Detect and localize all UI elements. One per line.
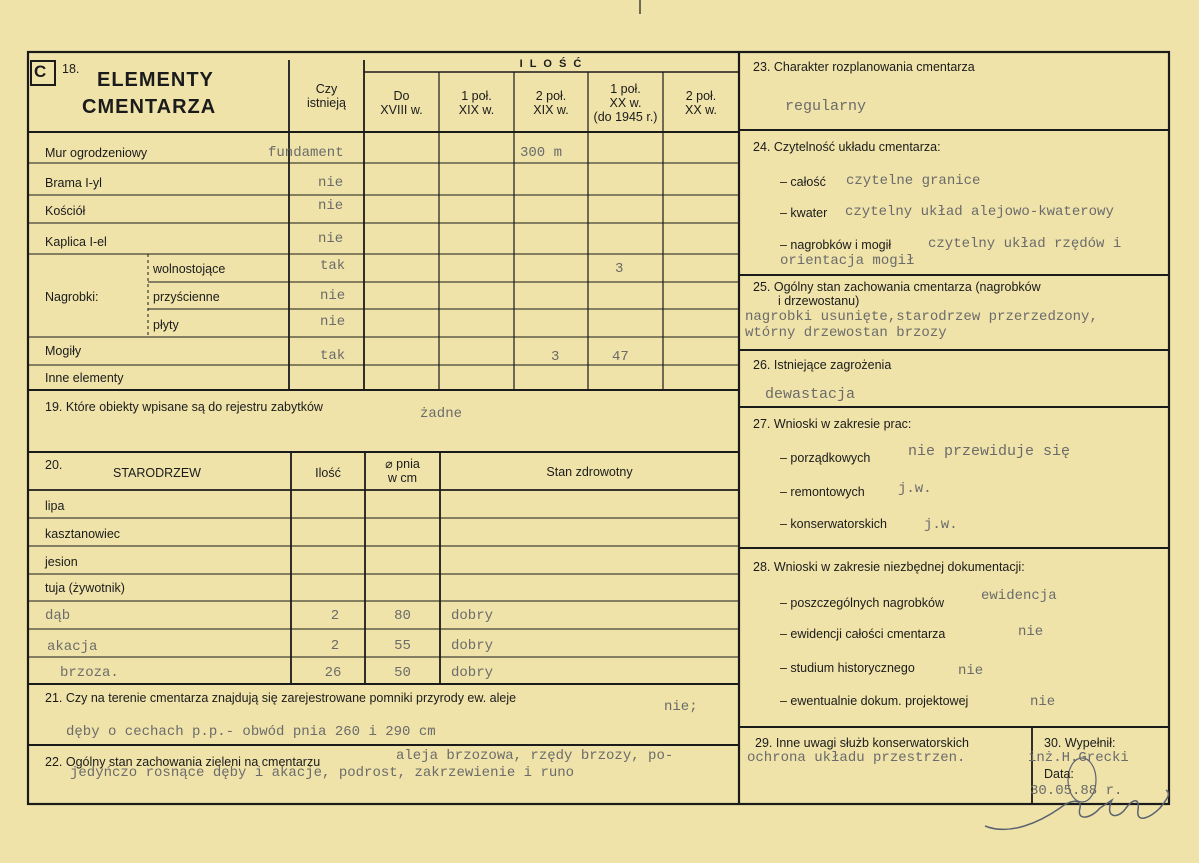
element-row-period-3: 3	[551, 349, 560, 365]
s20-diameter-header	[365, 457, 440, 485]
exists-header-line1: Czy	[315, 82, 338, 96]
s20-title: STARODRZEW	[113, 466, 201, 480]
section-18-title-line2: CMENTARZA	[82, 96, 217, 118]
element-row-label: przyścienne	[153, 290, 220, 304]
period-1-line1: Do	[393, 89, 410, 103]
s19-value: żadne	[420, 406, 463, 422]
s28-item-value: ewidencja	[981, 588, 1057, 604]
element-row-label: Brama I-yl	[45, 176, 102, 190]
element-row-label: Kościół	[45, 204, 86, 218]
period-2-line2: XIX w.	[458, 103, 495, 117]
s20-state-header: Stan zdrowotny	[546, 465, 633, 479]
section-18-title-line1: ELEMENTY	[97, 69, 214, 91]
nagrobki-group-label: Nagrobki:	[45, 290, 99, 304]
element-row-exists: nie	[320, 314, 346, 330]
s27-item-label: – konserwatorskich	[780, 517, 887, 531]
s21-value: dęby o cechach p.p.- obwód pnia 260 i 290 cm	[66, 724, 436, 740]
element-row-period-3: 300 m	[520, 145, 563, 161]
s22-value-line1: aleja brzozowa, rzędy brzozy, po-	[396, 748, 674, 764]
s29-label: 29. Inne uwagi służb konserwatorskich	[755, 736, 970, 750]
element-row-label: płyty	[153, 318, 179, 332]
period-4-line1: 1 poł.	[610, 82, 641, 96]
s25-value-line1: nagrobki usunięte,starodrzew przerzedzony,	[745, 309, 1098, 325]
tree-row-state: dobry	[451, 665, 494, 681]
s24-nagrobkow-label: – nagrobków i mogił	[780, 238, 892, 252]
s28-item-label: – studium historycznego	[780, 661, 915, 675]
tree-row-count: 26	[324, 665, 342, 681]
section-18-number: 18.	[62, 62, 80, 76]
element-row-label: wolnostojące	[153, 262, 226, 276]
s20-count-header: Ilość	[315, 466, 341, 480]
s27-item-value: j.w.	[924, 517, 958, 533]
tree-row-diameter: 55	[394, 638, 411, 654]
element-row-exists: nie	[318, 231, 344, 247]
s24-calosc-label: – całość	[780, 175, 826, 189]
element-row-exists: fundament	[268, 145, 344, 161]
exists-column-header	[289, 82, 364, 110]
element-row-exists: nie	[320, 288, 346, 304]
s19-label: 19. Które obiekty wpisane są do rejestru zabytków	[45, 400, 323, 414]
period-1-line2: XVIII w.	[380, 103, 423, 117]
element-row-label: Mur ogrodzeniowy	[45, 146, 148, 160]
s23-value: regularny	[785, 98, 867, 115]
s22-value-line2: jedyńczo rosnące dęby i akacje, podrost, zakrzewienie i runo	[70, 765, 575, 781]
element-row-label: Mogiły	[45, 344, 82, 358]
period-3-line2: XIX w.	[533, 103, 569, 117]
tree-row-diameter: 50	[394, 665, 411, 681]
period-4-line2: XX w.	[609, 96, 642, 110]
s24-calosc-value: czytelne granice	[846, 173, 981, 189]
element-row-exists: tak	[320, 348, 346, 364]
section-c-letter: C	[34, 62, 47, 81]
s26-value: dewastacja	[765, 386, 856, 403]
s20-diameter-line2: w cm	[387, 471, 418, 485]
s28-item-value: nie	[1030, 694, 1056, 710]
s28-label: 28. Wnioski w zakresie niezbędnej dokumentacji:	[753, 560, 1025, 574]
exists-header-line2: istnieją	[307, 96, 346, 110]
tree-row-name: akacja	[47, 639, 98, 655]
tree-row-name: tuja (żywotnik)	[45, 581, 125, 595]
s23-label: 23. Charakter rozplanowania cmentarza	[753, 60, 975, 74]
s24-nagrobkow-value-line2: orientacja mogił	[780, 253, 915, 269]
s27-item-value: nie przewiduje się	[908, 443, 1071, 460]
s21-label: 21. Czy na terenie cmentarza znajdują się zarejestrowane pomniki przyrody ew. aleje	[45, 691, 517, 705]
s21-answer: nie;	[664, 699, 698, 715]
period-header-2	[439, 89, 514, 117]
tree-row-name: kasztanowiec	[45, 527, 121, 541]
s30-label: 30. Wypełnił:	[1044, 736, 1116, 750]
period-header-5	[663, 89, 739, 117]
s28-item-label: – poszczególnych nagrobków	[780, 596, 944, 610]
period-3-line1: 2 poł.	[535, 89, 567, 103]
ilosc-header: I L O Ś Ć	[519, 58, 584, 70]
tree-row-name: jesion	[45, 555, 78, 569]
period-5-line1: 2 poł.	[685, 89, 717, 103]
period-5-line2: XX w.	[685, 103, 717, 117]
tree-row-name: brzoza.	[60, 665, 119, 681]
s28-item-value: nie	[958, 663, 984, 679]
s28-item-value: nie	[1018, 624, 1044, 640]
s22-label: 22. Ogólny stan zachowania zieleni na cmentarzu	[45, 755, 321, 769]
element-row-period-4: 3	[615, 261, 624, 277]
s24-kwater-label: – kwater	[780, 206, 828, 220]
element-row-label: Kaplica I-el	[45, 235, 107, 249]
element-row-exists: nie	[318, 175, 344, 191]
s30-date-label: Data:	[1044, 767, 1074, 781]
s20-diameter-line1: ⌀ pnia	[385, 457, 420, 471]
s30-value: inż.H.Grecki	[1028, 750, 1129, 766]
tree-row-name: dąb	[45, 608, 71, 624]
tree-row-count: 2	[330, 638, 340, 654]
s26-label: 26. Istniejące zagrożenia	[753, 358, 892, 372]
period-header-4	[588, 82, 663, 124]
s29-value: ochrona układu przestrzen.	[747, 750, 966, 766]
s20-number: 20.	[45, 458, 63, 472]
s25-label-line1: 25. Ogólny stan zachowania cmentarza (nagrobków	[753, 280, 1041, 294]
s27-item-label: – remontowych	[780, 485, 865, 499]
period-header-1	[364, 89, 439, 117]
s28-item-label: – ewidencji całości cmentarza	[780, 627, 946, 641]
tree-row-count: 2	[330, 608, 340, 624]
element-row-exists: tak	[320, 258, 346, 274]
s30-date-value: 30.05.88 r.	[1030, 783, 1123, 799]
element-row-exists: nie	[318, 198, 344, 214]
tree-row-name: lipa	[45, 499, 65, 513]
period-header-3	[514, 89, 588, 117]
s25-label-line2: i drzewostanu)	[778, 294, 860, 308]
period-2-line1: 1 poł.	[461, 89, 492, 103]
s27-label: 27. Wnioski w zakresie prac:	[753, 417, 912, 431]
element-row-period-4: 47	[612, 349, 629, 365]
period-4-line3: (do 1945 r.)	[593, 110, 658, 124]
s24-label: 24. Czytelność układu cmentarza:	[753, 140, 941, 154]
tree-row-diameter: 80	[394, 608, 411, 624]
s24-nagrobkow-value-line1: czytelny układ rzędów i	[928, 236, 1122, 252]
s27-item-label: – porządkowych	[780, 451, 871, 465]
s25-value-line2: wtórny drzewostan brzozy	[745, 325, 947, 341]
element-row-label: Inne elementy	[45, 371, 124, 385]
s27-item-value: j.w.	[898, 481, 932, 497]
s24-kwater-value: czytelny układ alejowo-kwaterowy	[845, 204, 1114, 220]
tree-row-state: dobry	[451, 638, 494, 654]
tree-row-state: dobry	[451, 608, 494, 624]
s28-item-label: – ewentualnie dokum. projektowej	[780, 694, 969, 708]
